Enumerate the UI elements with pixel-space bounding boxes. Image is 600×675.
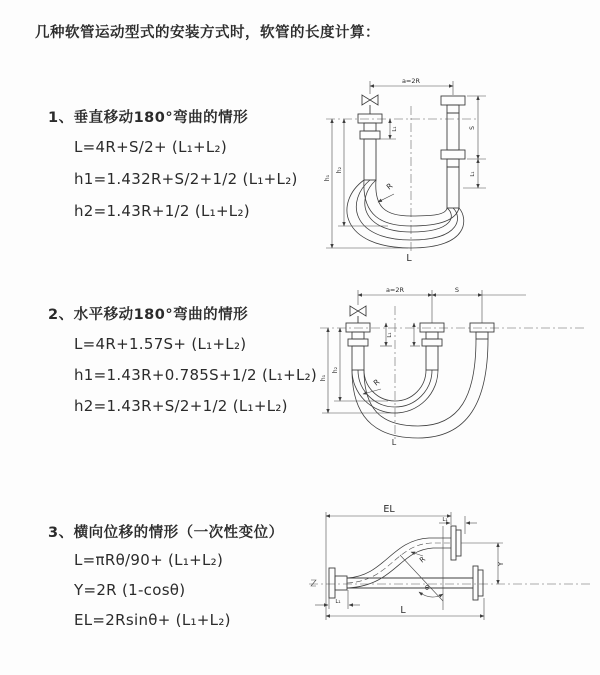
d2-left-pipe: [346, 323, 370, 370]
d1-valve-icon: [362, 95, 378, 114]
d1-right-pipe: [441, 96, 465, 208]
diagram-horizontal-180-bend: [318, 282, 593, 450]
d2-top-dimension: [358, 286, 526, 323]
d1-label-r: R: [384, 181, 395, 192]
d1-dim-h1: h₁: [324, 174, 331, 182]
d3-right-flange: [473, 566, 483, 600]
d1-dim-s: S: [469, 126, 476, 130]
d3-dim-l1-bottom: L₁: [335, 599, 341, 605]
d3-dim-l: L: [400, 605, 406, 616]
d1-hose-curves: [347, 180, 464, 248]
d2-right-pipe: [470, 323, 494, 339]
d2-label-r: R: [371, 377, 382, 388]
section-3-formula-Y: Y=2R (1-cosθ): [74, 581, 186, 599]
d2-valve-icon: [350, 306, 366, 323]
d2-dim-s: S: [454, 286, 460, 294]
section-3-formula-EL: EL=2Rsinθ+ (L₁+L₂): [74, 611, 231, 629]
section-1-formula-h1: h1=1.432R+S/2+1/2 (L₁+L₂): [74, 170, 298, 188]
d3-label-r: R: [418, 555, 428, 565]
page-title: 几种软管运动型式的安装方式时，软管的长度计算：: [35, 25, 380, 41]
d1-radius-callout: [378, 181, 394, 202]
section-1-formula-h2: h2=1.43R+1/2 (L₁+L₂): [74, 202, 250, 220]
d2-dim-h1: h₁: [320, 374, 327, 382]
section-3-formula-L: L=πRθ/90+ (L₁+L₂): [74, 551, 224, 569]
section-3-heading: 3、横向位移的情形（一次性变位）: [48, 525, 284, 541]
d3-break-mark: [311, 580, 316, 586]
section-1-formula-L: L=4R+S/2+ (L₁+L₂): [74, 138, 228, 156]
d2-dim-h2: h₂: [332, 366, 339, 374]
d1-dim-l1-left: L₁: [392, 126, 398, 132]
diagram-lateral-displacement: [303, 498, 600, 646]
d3-dim-el: EL: [383, 504, 395, 515]
d3-l1-bottom-dimension: [315, 590, 360, 609]
d3-dim-l1-top: L₁: [442, 517, 448, 523]
d3-centerline: [309, 580, 593, 586]
d3-dim-y: Y: [497, 561, 505, 567]
section-2-formula-h1: h1=1.43R+0.785S+1/2 (L₁+L₂): [74, 366, 318, 384]
d2-centerlines: [320, 306, 586, 442]
d1-right-dimensions: [463, 96, 486, 188]
section-1-heading: 1、垂直移动180°弯曲的情形: [48, 110, 249, 126]
d3-upper-flange: [451, 526, 461, 560]
section-2-heading: 2、水平移动180°弯曲的情形: [48, 307, 249, 323]
d1-top-dimension: [370, 77, 453, 95]
section-2-formula-L: L=4R+1.57S+ (L₁+L₂): [74, 335, 247, 353]
d3-el-dimension: [326, 504, 451, 620]
d2-label-l: L: [391, 438, 397, 447]
d1-left-pipe: [358, 114, 382, 180]
d2-dim-l1: L₁: [387, 332, 393, 338]
d3-left-flange: [329, 568, 347, 598]
d2-middle-pipe: [420, 323, 444, 370]
d2-hose-curves: [352, 339, 488, 438]
d3-l1-top-dimension: [439, 516, 477, 534]
d3-label-theta: θ: [425, 584, 429, 592]
d3-curved-hose: [347, 538, 451, 588]
d1-dim-l1-right: L₁: [470, 171, 476, 177]
d1-centerlines: [326, 106, 478, 253]
d3-l-dimension: [326, 598, 484, 620]
d2-dim-a2r: a=2R: [385, 286, 405, 294]
d2-fitting-dimensions: [380, 323, 420, 346]
d1-dim-a2r: a=2R: [401, 77, 421, 85]
diagram-vertical-180-bend: [318, 68, 598, 265]
section-2-formula-h2: h2=1.43R+S/2+1/2 (L₁+L₂): [74, 397, 288, 415]
d1-dim-h2: h₂: [336, 166, 343, 174]
d1-label-l: L: [406, 253, 412, 264]
